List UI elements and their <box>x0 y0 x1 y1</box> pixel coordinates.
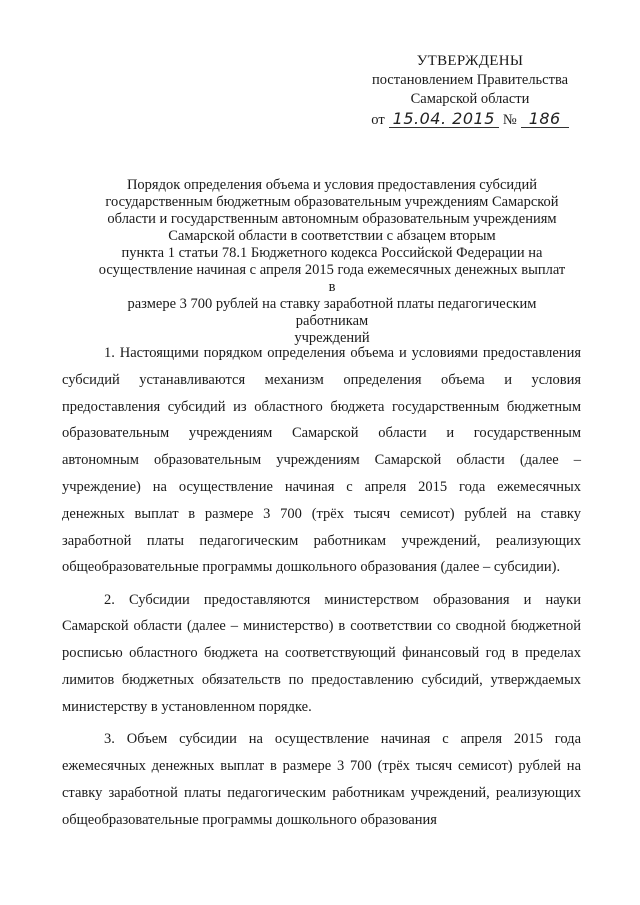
approval-line-2: Самарской области <box>410 91 530 107</box>
approval-line-1: постановлением Правительства <box>371 72 569 88</box>
title-line: государственным бюджетным образовательным учреждениям Самарской <box>105 194 559 210</box>
title-line: размере 3 700 рублей на ставку заработной платы педагогическим работникам <box>127 296 537 329</box>
approval-heading: УТВЕРЖДЕНЫ <box>416 53 524 69</box>
date-prefix: от <box>371 112 385 128</box>
paragraph-2: 2. Субсидии предоставляются министерством образования и науки Самарской области (далее – министерство) в соответствии со сводной бюджетной росписью областного бюджета на соответствующий финансовый год в пределах лимитов бюджетных обязательств по предоставлению субсидий, утверждаемых министерству в установленном порядке. <box>62 591 581 715</box>
document-title <box>98 177 566 347</box>
title-line: пункта 1 статьи 78.1 Бюджетного кодекса Российской Федерации на <box>121 245 543 261</box>
approval-block <box>360 52 580 130</box>
title-line: осуществление начиная с апреля 2015 года ежемесячных денежных выплат в <box>98 262 566 295</box>
approval-date-line <box>360 110 580 130</box>
paragraph-1: 1. Настоящими порядком определения объема и условиями предоставления субсидий устанавливаются механизм определения объема и условия предоставления субсидий из областного бюджета государственным бюджетным образовательным учреждениям Самарской области и государственным автономным образовательным учреждениям Самарской области (далее – учреждение) на осуществление начиная с апреля 2015 года ежемесячных денежных выплат в размере 3 700 (трёх тысяч семисот) рублей на ставку заработной платы педагогическим работникам учреждений, реализующих общеобразовательные программы дошкольного образования (далее – субсидии). <box>62 345 581 576</box>
title-line: учреждений <box>294 330 370 346</box>
document-body <box>62 340 581 839</box>
number-prefix: № <box>502 112 517 128</box>
title-line: Самарской области в соответствии с абзацем вторым <box>168 228 496 244</box>
title-line: области и государственным автономным образовательным учреждениям <box>107 211 557 227</box>
paragraph-3: 3. Объем субсидии на осуществление начиная с апреля 2015 года ежемесячных денежных выплат в размере 3 700 (трёх тысяч семисот) рублей на ставку заработной платы педагогическим работникам учреждений, реализующих общеобразовательные программы дошкольного образования <box>62 731 581 828</box>
handwritten-date: 15.04. 2015 <box>389 110 499 128</box>
handwritten-number: 186 <box>521 110 569 128</box>
title-line: Порядок определения объема и условия предоставления субсидий <box>126 177 538 193</box>
